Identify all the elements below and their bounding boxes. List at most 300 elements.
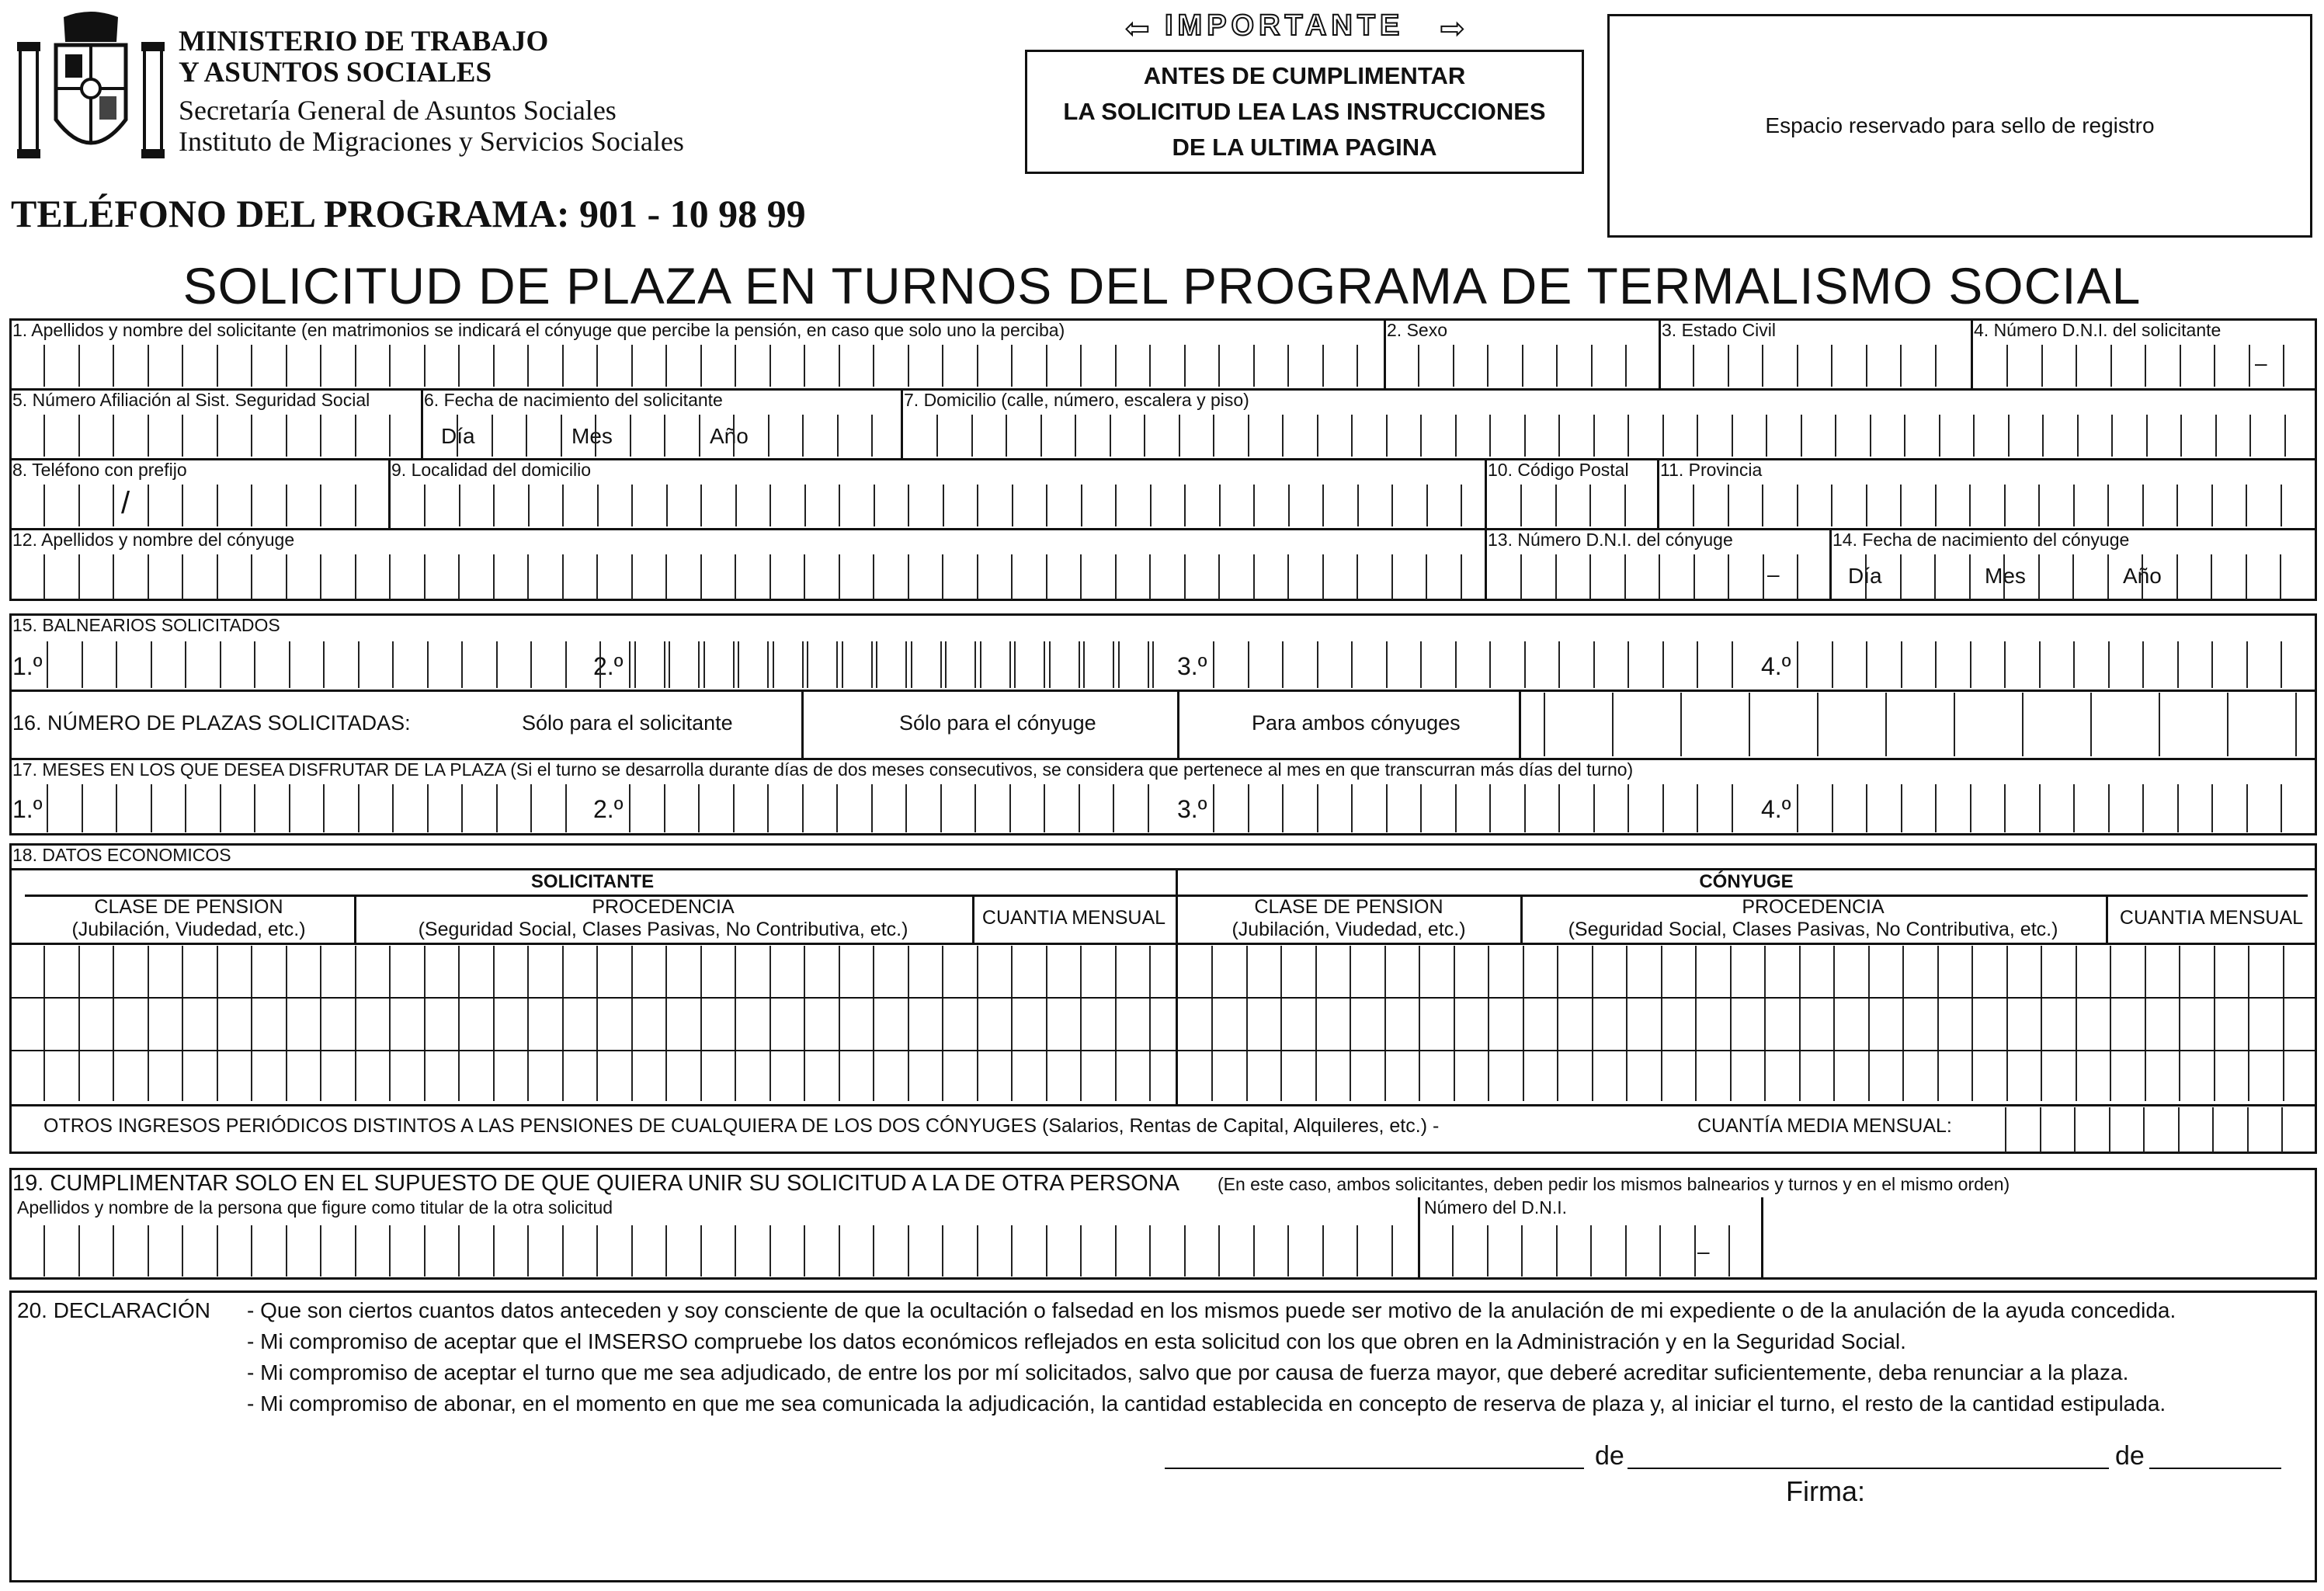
char-cell-divider	[2111, 415, 2113, 457]
char-cell-divider	[1865, 554, 1867, 599]
char-cell-divider	[2038, 554, 2040, 599]
char-cell-divider	[1593, 784, 1595, 832]
other-holder-name-input[interactable]	[11, 1222, 1416, 1278]
char-cell-divider	[1149, 554, 1151, 599]
char-cell-divider	[286, 415, 287, 457]
char-cell-divider	[977, 1225, 978, 1277]
char-cell-divider	[1680, 693, 1682, 756]
char-cell-divider	[1287, 554, 1289, 599]
char-cell-divider	[1384, 946, 1386, 1101]
dni-dash: –	[2255, 351, 2267, 375]
field8-input[interactable]	[11, 481, 387, 526]
char-cell-divider	[1627, 784, 1629, 832]
char-cell-divider	[2145, 345, 2146, 387]
char-cell-divider	[78, 415, 80, 457]
char-cell-divider	[1218, 1225, 1220, 1277]
char-cell-divider	[392, 641, 394, 688]
char-cell-divider	[217, 415, 218, 457]
char-cell-divider	[700, 485, 702, 526]
char-cell-divider	[527, 1225, 529, 1277]
char-cell-divider	[458, 1225, 460, 1277]
char-cell-divider	[2073, 641, 2075, 688]
field17-label: 17. MESES EN LOS QUE DESEA DISFRUTAR DE LA PLAZA (Si el turno se desarrolla durante días de dos meses consecutivos, se considera que pertenece al mes en que transcurran más días del turno)	[12, 759, 1634, 780]
char-cell-divider	[2283, 345, 2284, 387]
char-cell-divider	[1391, 485, 1393, 526]
spouse-dni-dash: –	[1767, 562, 1780, 586]
char-cell-divider	[1455, 784, 1457, 832]
char-cell-divider	[1900, 485, 1902, 526]
char-cell-divider	[839, 946, 840, 1101]
char-cell-divider	[2214, 946, 2215, 1101]
char-cell-divider	[2227, 693, 2228, 756]
char-cell-divider	[1419, 946, 1420, 1101]
char-cell-divider	[2004, 641, 2006, 688]
char-cell-divider	[251, 415, 252, 457]
char-cell-divider	[1282, 784, 1284, 832]
char-cell-divider	[1593, 415, 1595, 457]
char-cell-divider	[217, 946, 218, 1101]
place-line[interactable]	[1165, 1468, 1584, 1469]
char-cell-divider	[457, 415, 458, 457]
char-cell-divider	[836, 784, 838, 832]
spa-3-input[interactable]	[1213, 638, 1756, 688]
char-cell-divider	[47, 784, 48, 832]
field11-input[interactable]	[1659, 481, 2315, 526]
char-cell-divider	[1487, 345, 1489, 387]
field15-label: 15. BALNEARIOS SOLICITADOS	[12, 615, 280, 635]
char-cell-divider	[1902, 946, 1904, 1101]
char-cell-divider	[1351, 784, 1353, 832]
char-cell-divider	[2159, 693, 2160, 756]
char-cell-divider	[1211, 946, 1213, 1101]
char-cell-divider	[1489, 415, 1491, 457]
char-cell-divider	[2110, 946, 2111, 1101]
field5-input[interactable]	[11, 412, 419, 457]
char-cell-divider	[2107, 485, 2109, 526]
char-cell-divider	[1831, 485, 1832, 526]
char-cell-divider	[1939, 415, 1940, 457]
char-cell-divider	[289, 784, 290, 832]
applicant-pension-class: CLASE DE PENSION (Jubilación, Viudedad, etc.)	[71, 896, 306, 940]
char-cell-divider	[1695, 946, 1697, 1101]
char-cell-divider	[1544, 693, 1545, 756]
char-cell-divider	[1728, 554, 1729, 599]
month-3-input[interactable]	[1213, 783, 1756, 832]
char-cell-divider	[1766, 415, 1767, 457]
char-cell-divider	[2041, 345, 2043, 387]
char-cell-divider	[980, 641, 981, 688]
char-cell-divider	[113, 946, 114, 1101]
char-cell-divider	[1144, 415, 1145, 457]
char-cell-divider	[286, 1225, 287, 1277]
char-cell-divider	[936, 415, 938, 457]
char-cell-divider	[1624, 554, 1626, 599]
char-cell-divider	[1697, 641, 1698, 688]
char-cell-divider	[1627, 641, 1629, 688]
char-cell-divider	[1969, 554, 1971, 599]
char-cell-divider	[940, 641, 942, 688]
applicant-heading: SOLICITANTE	[530, 871, 655, 892]
char-cell-divider	[427, 641, 429, 688]
char-cell-divider	[842, 641, 843, 688]
char-cell-divider	[871, 641, 873, 688]
char-cell-divider	[217, 554, 218, 599]
month-1-input[interactable]	[47, 783, 589, 832]
char-cell-divider	[561, 415, 562, 457]
char-cell-divider	[527, 554, 529, 599]
char-cell-divider	[2006, 946, 2008, 1101]
char-cell-divider	[2004, 485, 2006, 526]
field12-input[interactable]	[11, 551, 1483, 598]
char-cell-divider	[182, 946, 183, 1101]
char-cell-divider	[942, 554, 943, 599]
char-cell-divider	[182, 554, 183, 599]
char-cell-divider	[2247, 1107, 2249, 1152]
char-cell-divider	[1593, 641, 1595, 688]
field3-input[interactable]	[1660, 342, 1969, 387]
field10-label: 10. Código Postal	[1488, 460, 1629, 480]
char-cell-divider	[562, 946, 564, 1101]
char-cell-divider	[665, 946, 667, 1101]
char-cell-divider	[804, 345, 805, 387]
char-cell-divider	[251, 485, 252, 526]
char-cell-divider	[355, 554, 356, 599]
char-cell-divider	[2108, 641, 2110, 688]
char-cell-divider	[148, 946, 149, 1101]
char-cell-divider	[1213, 415, 1214, 457]
spouse-monthly-amount: CUANTIA MENSUAL	[2119, 907, 2304, 929]
char-cell-divider	[1797, 345, 1798, 387]
importante-heading: IMPORTANTE	[1165, 9, 1405, 42]
economic-rows[interactable]	[11, 944, 2315, 1103]
char-cell-divider	[1626, 946, 1627, 1101]
char-cell-divider	[804, 1225, 805, 1277]
char-cell-divider	[2077, 415, 2079, 457]
spouse-day-label: Día	[1848, 564, 1882, 588]
char-cell-divider	[78, 946, 80, 1101]
char-cell-divider	[182, 485, 183, 526]
char-cell-divider	[1253, 485, 1255, 526]
other-dni-dash: –	[1697, 1239, 1710, 1263]
char-cell-divider	[1489, 641, 1491, 688]
char-cell-divider	[873, 554, 874, 599]
char-cell-divider	[43, 485, 45, 526]
char-cell-divider	[2180, 415, 2182, 457]
char-cell-divider	[1420, 784, 1422, 832]
year-line[interactable]	[2149, 1468, 2281, 1469]
program-phone: TELÉFONO DEL PROGRAMA: 901 - 10 98 99	[11, 192, 806, 235]
places-applicant-box[interactable]	[727, 691, 800, 756]
char-cell-divider	[1115, 1225, 1117, 1277]
char-cell-divider	[1213, 641, 1214, 688]
char-cell-divider	[1118, 641, 1120, 688]
phone-slash: /	[121, 486, 130, 520]
char-cell-divider	[2246, 554, 2247, 599]
char-cell-divider	[182, 345, 183, 387]
char-cell-divider	[1487, 1225, 1489, 1277]
char-cell-divider	[1461, 554, 1462, 599]
char-cell-divider	[527, 345, 529, 387]
char-cell-divider	[942, 345, 943, 387]
char-cell-divider	[735, 345, 736, 387]
other-holder-name-label: Apellidos y nombre de la persona que figure como titular de la otra solicitud	[17, 1197, 613, 1218]
char-cell-divider	[1246, 946, 1248, 1101]
char-cell-divider	[733, 784, 735, 832]
char-cell-divider	[2076, 946, 2077, 1101]
places-both-box[interactable]	[1444, 691, 1517, 756]
field13-input[interactable]	[1486, 551, 1828, 598]
coat-of-arms-logo	[17, 11, 165, 166]
char-cell-divider	[1900, 345, 1902, 387]
char-cell-divider	[355, 1225, 356, 1277]
char-cell-divider	[562, 345, 564, 387]
char-cell-divider	[2076, 345, 2077, 387]
char-cell-divider	[1694, 1225, 1696, 1277]
char-cell-divider	[698, 784, 700, 832]
char-cell-divider	[735, 554, 736, 599]
char-cell-divider	[665, 1225, 667, 1277]
spa-2-input[interactable]	[629, 638, 1172, 688]
char-cell-divider	[769, 345, 771, 387]
char-cell-divider	[148, 345, 149, 387]
char-cell-divider	[1011, 345, 1013, 387]
char-cell-divider	[1080, 1225, 1082, 1277]
field7-input[interactable]	[902, 412, 2315, 457]
char-cell-divider	[1079, 784, 1080, 832]
spouse-pension-class: CLASE DE PENSION (Jubilación, Viudedad, etc.)	[1231, 896, 1466, 940]
char-cell-divider	[1728, 1225, 1730, 1277]
field9-input[interactable]	[390, 481, 1483, 526]
field14-label: 14. Fecha de nacimiento del cónyuge	[1832, 530, 2130, 550]
char-cell-divider	[767, 784, 769, 832]
char-cell-divider	[389, 415, 391, 457]
other-income-label: OTROS INGRESOS PERIÓDICOS DISTINTOS A LAS PENSIONES DE CUALQUIERA DE LOS DOS CÓNYUGES (Salarios, Rentas de Capital, Alquileres, etc.) -	[43, 1115, 1440, 1137]
char-cell-divider	[528, 485, 530, 526]
char-cell-divider	[2073, 485, 2075, 526]
spa-1-input[interactable]	[47, 638, 589, 688]
char-cell-divider	[1866, 345, 1867, 387]
char-cell-divider	[1556, 345, 1558, 387]
char-cell-divider	[836, 641, 838, 688]
char-cell-divider	[2041, 946, 2042, 1101]
char-cell-divider	[355, 345, 356, 387]
char-cell-divider	[389, 345, 391, 387]
field16-label: 16. NÚMERO DE PLAZAS SOLICITADAS:	[12, 711, 411, 735]
char-cell-divider	[286, 485, 287, 526]
char-cell-divider	[2143, 1107, 2145, 1152]
char-cell-divider	[1970, 641, 1971, 688]
month-4-input[interactable]	[1797, 783, 2315, 832]
field18-label: 18. DATOS ECONOMICOS	[12, 845, 231, 865]
char-cell-divider	[1797, 485, 1798, 526]
economic-row-separator	[9, 1050, 2317, 1051]
field2-label: 2. Sexo	[1387, 320, 1447, 340]
char-cell-divider	[1149, 946, 1151, 1101]
char-cell-divider	[530, 784, 532, 832]
char-cell-divider	[1693, 554, 1695, 599]
field3-label: 3. Estado Civil	[1662, 320, 1777, 340]
char-cell-divider	[1113, 784, 1114, 832]
spa-1-label: 1.º	[12, 652, 43, 680]
char-cell-divider	[116, 784, 117, 832]
char-cell-divider	[1835, 415, 1836, 457]
char-cell-divider	[1386, 641, 1388, 688]
char-cell-divider	[251, 946, 252, 1101]
month-line[interactable]	[1627, 1468, 2109, 1469]
char-cell-divider	[1011, 946, 1013, 1101]
char-cell-divider	[461, 641, 463, 688]
char-cell-divider	[82, 784, 83, 832]
char-cell-divider	[43, 946, 45, 1101]
char-cell-divider	[1662, 641, 1664, 688]
declaration-line-3: - Mi compromiso de aceptar el turno que me sea adjudicado, de entre los por mí solicitados, salvo que por causa de fuerza mayor, que deberé acreditar suficientemente, deba renunciar a la plaza.	[247, 1360, 2129, 1384]
char-cell-divider	[908, 1225, 909, 1277]
char-cell-divider	[1014, 641, 1016, 688]
char-cell-divider	[1764, 946, 1766, 1101]
char-cell-divider	[839, 345, 840, 387]
char-cell-divider	[769, 485, 771, 526]
char-cell-divider	[1971, 946, 1973, 1101]
char-cell-divider	[2008, 415, 2010, 457]
char-cell-divider	[389, 946, 391, 1101]
date-de-2: de	[2115, 1441, 2145, 1471]
char-cell-divider	[1315, 946, 1317, 1101]
char-cell-divider	[804, 485, 806, 526]
arrow-left-icon: ⇦	[1124, 12, 1151, 46]
char-cell-divider	[1282, 641, 1284, 688]
char-cell-divider	[2284, 415, 2286, 457]
char-cell-divider	[320, 946, 321, 1101]
char-cell-divider	[1350, 946, 1351, 1101]
char-cell-divider	[1728, 485, 1729, 526]
char-cell-divider	[631, 946, 633, 1101]
char-cell-divider	[1900, 554, 1902, 599]
other-holder-dni-label: Número del D.N.I.	[1424, 1197, 1568, 1218]
char-cell-divider	[1044, 641, 1045, 688]
char-cell-divider	[113, 415, 114, 457]
char-cell-divider	[908, 946, 909, 1101]
char-cell-divider	[286, 554, 287, 599]
char-cell-divider	[251, 345, 252, 387]
char-cell-divider	[1625, 345, 1627, 387]
signature-label: Firma:	[1786, 1475, 1865, 1507]
char-cell-divider	[1049, 641, 1051, 688]
char-cell-divider	[323, 784, 325, 832]
char-cell-divider	[392, 784, 394, 832]
char-cell-divider	[1659, 1225, 1661, 1277]
char-cell-divider	[182, 1225, 183, 1277]
char-cell-divider	[458, 554, 460, 599]
char-cell-divider	[1558, 641, 1560, 688]
spouse-heading: CÓNYUGE	[1699, 871, 1794, 892]
char-cell-divider	[151, 641, 152, 688]
spa-2-label: 2.º	[593, 652, 624, 680]
char-cell-divider	[1935, 641, 1937, 688]
char-cell-divider	[1612, 693, 1614, 756]
char-cell-divider	[1762, 485, 1763, 526]
char-cell-divider	[217, 485, 218, 526]
char-cell-divider	[493, 554, 495, 599]
char-cell-divider	[1625, 1225, 1627, 1277]
char-cell-divider	[839, 485, 840, 526]
char-cell-divider	[113, 485, 114, 526]
char-cell-divider	[1248, 641, 1249, 688]
char-cell-divider	[1591, 345, 1593, 387]
field19-note: (En este caso, ambos solicitantes, deben pedir los mismos balnearios y turnos y en el mismo orden)	[1218, 1174, 2010, 1194]
char-cell-divider	[1969, 485, 1971, 526]
places-spouse-box[interactable]	[1103, 691, 1176, 756]
char-cell-divider	[703, 641, 705, 688]
char-cell-divider	[2248, 946, 2249, 1101]
char-cell-divider	[1454, 946, 1455, 1101]
char-cell-divider	[596, 554, 598, 599]
char-cell-divider	[2246, 641, 2248, 688]
char-cell-divider	[148, 554, 149, 599]
char-cell-divider	[1833, 946, 1835, 1101]
char-cell-divider	[424, 485, 426, 526]
char-cell-divider	[1115, 485, 1117, 526]
char-cell-divider	[43, 415, 45, 457]
char-cell-divider	[1866, 784, 1867, 832]
char-cell-divider	[1184, 485, 1186, 526]
char-cell-divider	[2211, 641, 2213, 688]
char-cell-divider	[1044, 784, 1045, 832]
char-cell-divider	[768, 415, 769, 457]
field6-input[interactable]	[422, 412, 899, 457]
char-cell-divider	[2090, 693, 2092, 756]
char-cell-divider	[1080, 946, 1082, 1101]
char-cell-divider	[1455, 415, 1457, 457]
char-cell-divider	[1218, 554, 1220, 599]
char-cell-divider	[2280, 554, 2281, 599]
month-1-label: 1.º	[12, 795, 43, 823]
char-cell-divider	[599, 641, 601, 688]
declaration-title: 20. DECLARACIÓN	[17, 1298, 210, 1322]
other-holder-dni-input[interactable]	[1419, 1222, 1760, 1278]
spouse-origin: PROCEDENCIA (Seguridad Social, Clases Pasivas, No Contributiva, etc.)	[1568, 896, 2058, 940]
char-cell-divider	[1282, 415, 1284, 457]
char-cell-divider	[1455, 641, 1457, 688]
char-cell-divider	[1627, 415, 1629, 457]
char-cell-divider	[2142, 641, 2144, 688]
char-cell-divider	[769, 1225, 771, 1277]
char-cell-divider	[1934, 554, 1936, 599]
char-cell-divider	[1453, 345, 1454, 387]
char-cell-divider	[151, 784, 152, 832]
char-cell-divider	[2072, 554, 2074, 599]
char-cell-divider	[698, 641, 700, 688]
char-cell-divider	[1149, 345, 1151, 387]
field4-input[interactable]	[1972, 342, 2315, 387]
char-cell-divider	[971, 415, 973, 457]
char-cell-divider	[2249, 345, 2250, 387]
month-2-input[interactable]	[629, 783, 1172, 832]
char-cell-divider	[1148, 641, 1149, 688]
char-cell-divider	[320, 1225, 321, 1277]
char-cell-divider	[1426, 485, 1428, 526]
char-cell-divider	[424, 554, 426, 599]
field10-input[interactable]	[1486, 481, 1655, 526]
spa-4-input[interactable]	[1797, 638, 2315, 688]
char-cell-divider	[1661, 946, 1662, 1101]
char-cell-divider	[493, 946, 495, 1101]
field13-label: 13. Número D.N.I. del cónyuge	[1488, 530, 1733, 550]
field19-label: 19. CUMPLIMENTAR SOLO EN EL SUPUESTO DE QUE QUIERA UNIR SU SOLICITUD A LA DE OTRA PERSONA	[12, 1171, 1180, 1196]
char-cell-divider	[182, 415, 183, 457]
char-cell-divider	[773, 641, 774, 688]
char-cell-divider	[1555, 554, 1557, 599]
signature-area[interactable]	[1165, 1514, 2314, 1579]
